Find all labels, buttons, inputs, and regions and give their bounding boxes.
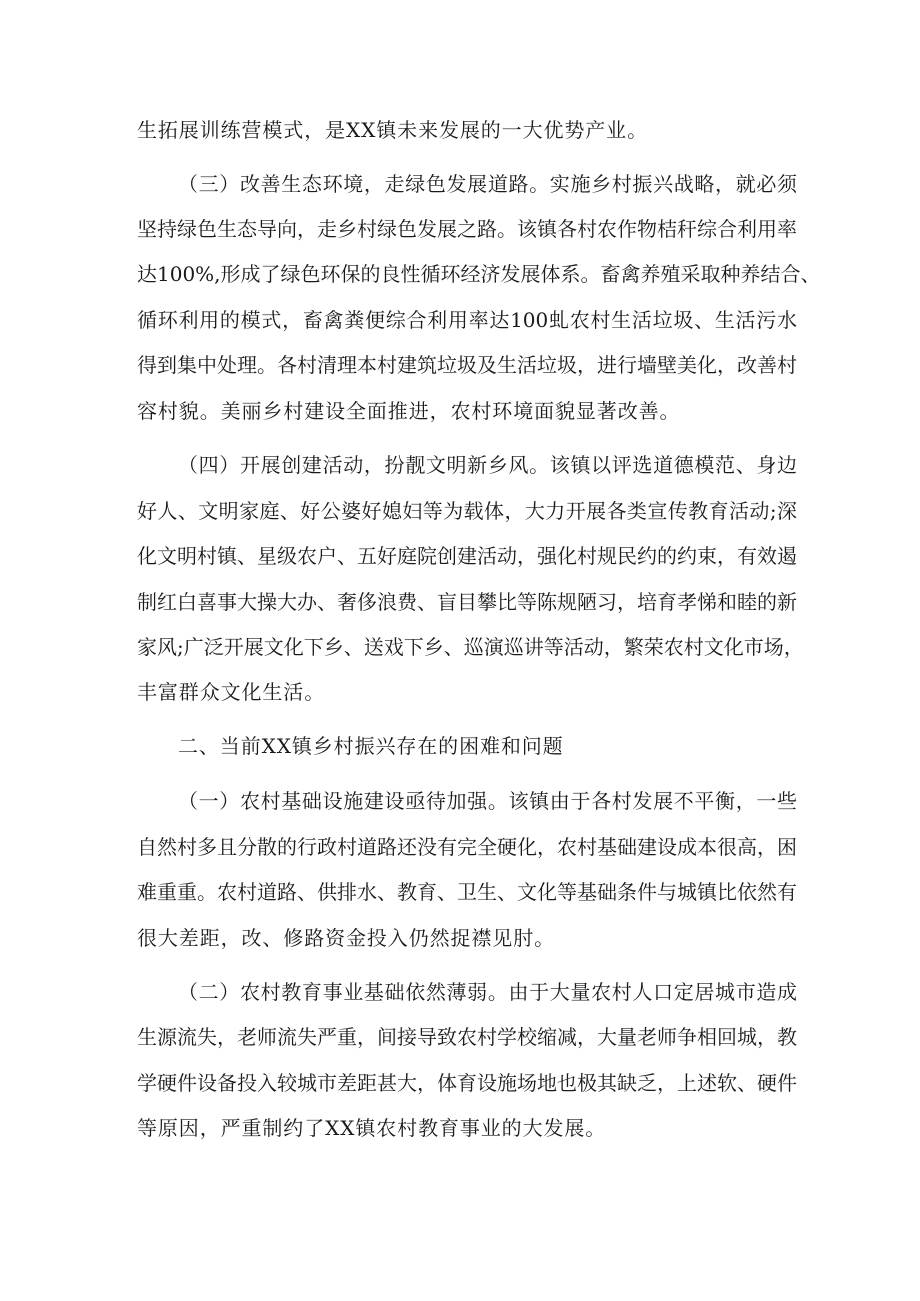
text-line: 生源流失，老师流失严重，间接导致农村学校缩减，大量老师争相回城，教	[137, 1025, 797, 1049]
text-line: 自然村多且分散的行政村道路还没有完全硬化，农村基础建设成本很高，困	[137, 835, 797, 859]
text-line: 化文明村镇、星级农户、五好庭院创建活动，强化村规民约的约束，有效遏	[137, 544, 797, 568]
text-line: 很大差距，改、修路资金投入仍然捉襟见肘。	[137, 926, 555, 950]
text-line: （三）改善生态环境，走绿色发展道路。实施乡村振兴战略，就必须	[178, 172, 797, 196]
section-heading: 二、当前XX镇乡村振兴存在的困难和问题	[178, 734, 564, 758]
text-line: 家风;广泛开展文化下乡、送戏下乡、巡演巡讲等活动，繁荣农村文化市场，	[137, 635, 804, 659]
text-line: 丰富群众文化生活。	[137, 680, 326, 704]
text-line: 坚持绿色生态导向，走乡村绿色发展之路。该镇各村农作物桔秆综合利用率	[137, 217, 797, 241]
text-line: （四）开展创建活动，扮靓文明新乡风。该镇以评选道德模范、身边	[178, 453, 797, 477]
text-line: 等原因，严重制约了XX镇农村教育事业的大发展。	[137, 1116, 607, 1140]
text-line: 达100%,形成了绿色环保的良性循环经济发展体系。畜禽养殖采取种养结合、	[137, 262, 821, 286]
text-line: 难重重。农村道路、供排水、教育、卫生、文化等基础条件与城镇比依然有	[137, 880, 797, 904]
text-line: （二）农村教育事业基础依然薄弱。由于大量农村人口定居城市造成	[178, 980, 797, 1004]
text-line: 得到集中处理。各村清理本村建筑垃圾及生活垃圾，进行墙壁美化，改善村	[137, 353, 797, 377]
text-line: 生拓展训练营模式，是XX镇未来发展的一大优势产业。	[137, 118, 648, 142]
text-line: （一）农村基础设施建设亟待加强。该镇由于各村发展不平衡，一些	[178, 789, 797, 813]
text-line: 制红白喜事大操大办、奢侈浪费、盲目攀比等陈规陋习，培育孝悌和睦的新	[137, 590, 797, 614]
text-line: 容村貌。美丽乡村建设全面推进，农村环境面貌显著改善。	[137, 399, 681, 423]
text-line: 好人、文明家庭、好公婆好媳妇等为载体，大力开展各类宣传教育活动;深	[137, 499, 797, 523]
text-line: 循环利用的模式，畜禽粪便综合利用率达100虬农村生活垃圾、生活污水	[137, 308, 797, 332]
text-line: 学硬件设备投入较城市差距甚大，体育设施场地也极其缺乏，上述软、硬件	[137, 1071, 797, 1095]
